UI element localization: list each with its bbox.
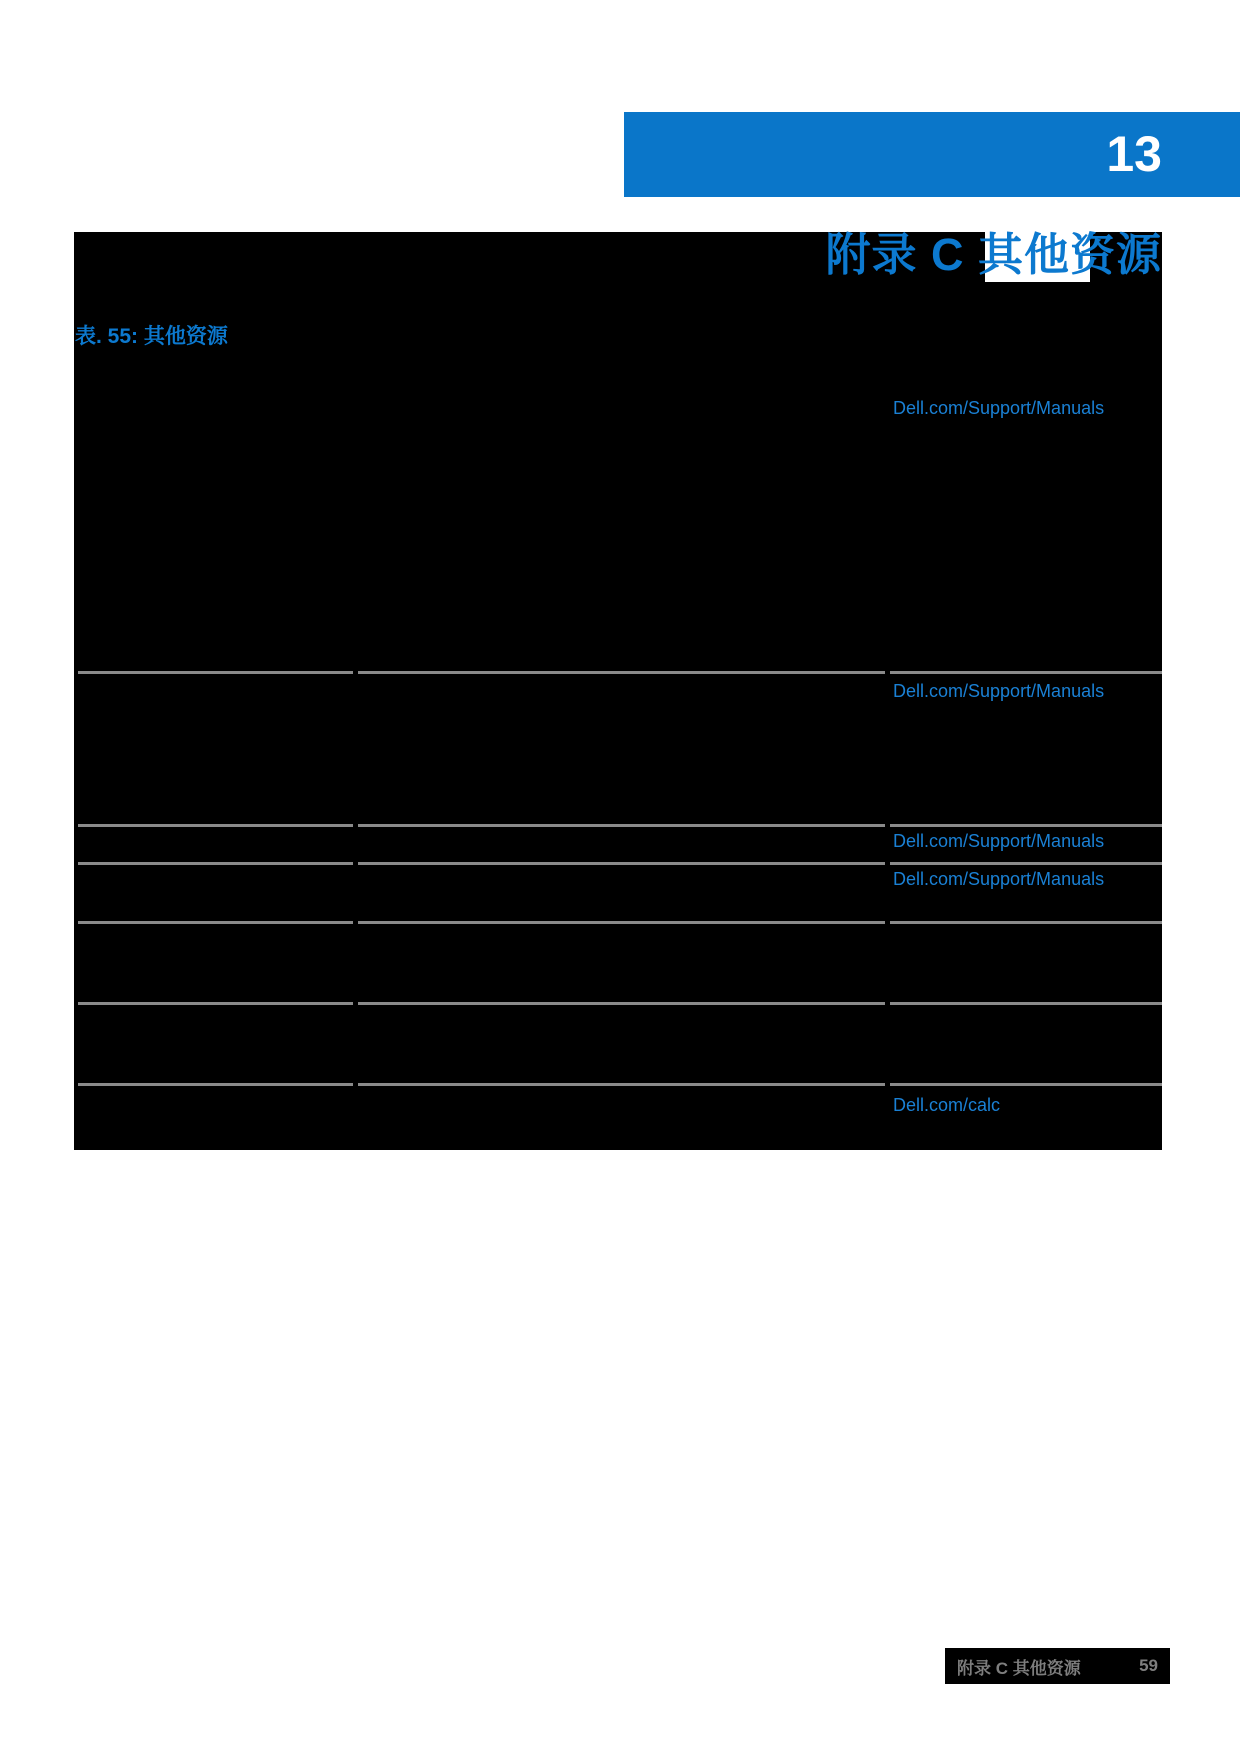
table-row-divider [78,824,1162,827]
table-row-divider [78,1002,1162,1005]
page-footer [945,1648,1170,1684]
column-border-notch [353,671,358,674]
resource-link[interactable]: Dell.com/Support/Manuals [893,831,1105,851]
column-border-notch [353,921,358,924]
table-row-divider [78,862,1162,865]
resource-link[interactable]: Dell.com/calc [893,1095,1001,1115]
chapter-header-bar [624,112,1240,197]
column-border-notch [885,1002,890,1005]
column-border-notch [353,1083,358,1086]
table-row-divider [78,1083,1162,1086]
footer-page-number: 59 [1139,1656,1158,1675]
resource-link[interactable]: Dell.com/Support/Manuals [893,681,1105,701]
footer-title: 附录 C 其他资源 [957,1658,1081,1678]
column-border-notch [885,824,890,827]
column-border-notch [353,862,358,865]
chapter-number: 13 [1106,126,1162,182]
column-border-notch [885,671,890,674]
table-row-divider [78,671,1162,674]
table-caption: 表. 55: 其他资源 [75,325,228,348]
column-border-notch [885,862,890,865]
column-border-notch [353,824,358,827]
page-title: 附录 C 其他资源 [825,229,1162,280]
table-row-divider [78,921,1162,924]
column-border-notch [353,1002,358,1005]
column-border-notch [885,1083,890,1086]
resource-link[interactable]: Dell.com/Support/Manuals [893,398,1105,418]
column-border-notch [885,921,890,924]
resource-link[interactable]: Dell.com/Support/Manuals [893,869,1105,889]
